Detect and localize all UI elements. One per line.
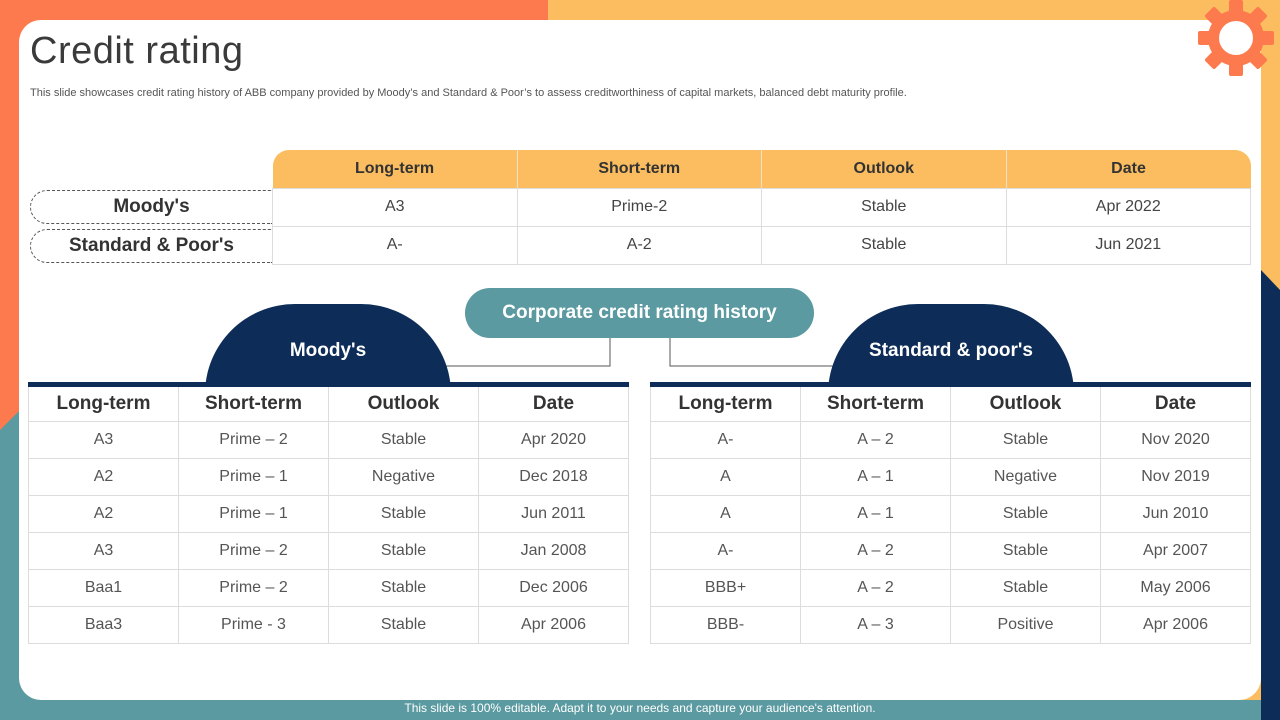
table-cell: Baa3 <box>29 607 179 644</box>
table-cell: BBB+ <box>651 570 801 607</box>
table-cell: Prime – 2 <box>179 533 329 570</box>
summary-header-outlook: Outlook <box>762 150 1007 188</box>
table-cell: Positive <box>951 607 1101 644</box>
table-cell: Stable <box>762 188 1007 226</box>
table-cell: Stable <box>329 422 479 459</box>
table-cell: A-2 <box>517 226 762 264</box>
table-cell: Jun 2021 <box>1006 226 1251 264</box>
table-row <box>29 459 629 496</box>
table-cell: A3 <box>29 422 179 459</box>
table-cell: Stable <box>329 533 479 570</box>
table-cell: Nov 2020 <box>1101 422 1251 459</box>
table-row <box>273 226 1251 264</box>
table-cell: BBB- <box>651 607 801 644</box>
summary-table <box>272 150 1251 265</box>
table-cell: Baa1 <box>29 570 179 607</box>
table-row <box>651 459 1251 496</box>
sp-heading: Standard & poor's <box>828 304 1074 394</box>
table-cell: A- <box>651 533 801 570</box>
table-cell: May 2006 <box>1101 570 1251 607</box>
column-header: Long-term <box>651 385 801 422</box>
summary-row-label-moodys: Moody's <box>30 190 272 224</box>
table-row <box>29 422 629 459</box>
table-row <box>651 570 1251 607</box>
table-cell: A – 1 <box>801 459 951 496</box>
column-header: Long-term <box>29 385 179 422</box>
table-cell: Stable <box>329 496 479 533</box>
summary-header-row <box>273 150 1251 188</box>
table-cell: A3 <box>29 533 179 570</box>
table-cell: A – 2 <box>801 533 951 570</box>
table-row <box>651 607 1251 644</box>
column-header: Short-term <box>801 385 951 422</box>
history-title-pill: Corporate credit rating history <box>465 288 814 338</box>
column-header: Date <box>479 385 629 422</box>
table-cell: Apr 2007 <box>1101 533 1251 570</box>
table-cell: Stable <box>951 570 1101 607</box>
table-row <box>29 570 629 607</box>
table-cell: A – 2 <box>801 570 951 607</box>
table-cell: Jan 2008 <box>479 533 629 570</box>
table-cell: Apr 2006 <box>1101 607 1251 644</box>
column-header: Outlook <box>329 385 479 422</box>
table-row <box>29 496 629 533</box>
table-cell: Nov 2019 <box>1101 459 1251 496</box>
table-cell: Stable <box>329 607 479 644</box>
table-cell: Prime – 2 <box>179 570 329 607</box>
table-cell: Apr 2022 <box>1006 188 1251 226</box>
table-cell: Dec 2006 <box>479 570 629 607</box>
gear-icon <box>1198 0 1274 76</box>
table-row <box>29 533 629 570</box>
table-row <box>651 533 1251 570</box>
table-cell: A – 1 <box>801 496 951 533</box>
table-cell: A3 <box>273 188 518 226</box>
moodys-header-row <box>29 385 629 422</box>
summary-header-date: Date <box>1006 150 1251 188</box>
column-header: Outlook <box>951 385 1101 422</box>
table-cell: Apr 2020 <box>479 422 629 459</box>
table-cell: A- <box>273 226 518 264</box>
table-cell: A- <box>651 422 801 459</box>
summary-row-label-sp: Standard & Poor's <box>30 229 272 263</box>
table-row <box>273 188 1251 226</box>
table-cell: Jun 2010 <box>1101 496 1251 533</box>
table-cell: Prime – 1 <box>179 459 329 496</box>
table-cell: Jun 2011 <box>479 496 629 533</box>
table-cell: Prime-2 <box>517 188 762 226</box>
table-cell: Dec 2018 <box>479 459 629 496</box>
table-cell: A2 <box>29 496 179 533</box>
table-cell: Stable <box>762 226 1007 264</box>
table-cell: A <box>651 459 801 496</box>
table-row <box>651 422 1251 459</box>
table-cell: A2 <box>29 459 179 496</box>
table-cell: Prime – 1 <box>179 496 329 533</box>
table-cell: Prime – 2 <box>179 422 329 459</box>
table-cell: Negative <box>951 459 1101 496</box>
table-cell: Stable <box>951 422 1101 459</box>
moodys-history-table <box>28 382 629 644</box>
table-cell: Negative <box>329 459 479 496</box>
table-cell: Prime - 3 <box>179 607 329 644</box>
moodys-heading: Moody's <box>205 304 451 394</box>
table-row <box>29 607 629 644</box>
page-subtitle: This slide showcases credit rating history of ABB company provided by Moody’s and Standard & Poor’s to assess creditworthiness of capital markets, balanced debt maturity profile. <box>30 87 907 99</box>
table-cell: Stable <box>951 496 1101 533</box>
column-header: Date <box>1101 385 1251 422</box>
table-row <box>651 496 1251 533</box>
summary-header-long-term: Long-term <box>273 150 518 188</box>
page-title: Credit rating <box>30 30 244 72</box>
summary-header-short-term: Short-term <box>517 150 762 188</box>
table-cell: A – 3 <box>801 607 951 644</box>
sp-history-table <box>650 382 1251 644</box>
table-cell: Stable <box>951 533 1101 570</box>
table-cell: Stable <box>329 570 479 607</box>
sp-header-row <box>651 385 1251 422</box>
column-header: Short-term <box>179 385 329 422</box>
footer-note: This slide is 100% editable. Adapt it to your needs and capture your audience's attention. <box>404 701 876 715</box>
table-cell: A – 2 <box>801 422 951 459</box>
table-cell: A <box>651 496 801 533</box>
table-cell: Apr 2006 <box>479 607 629 644</box>
